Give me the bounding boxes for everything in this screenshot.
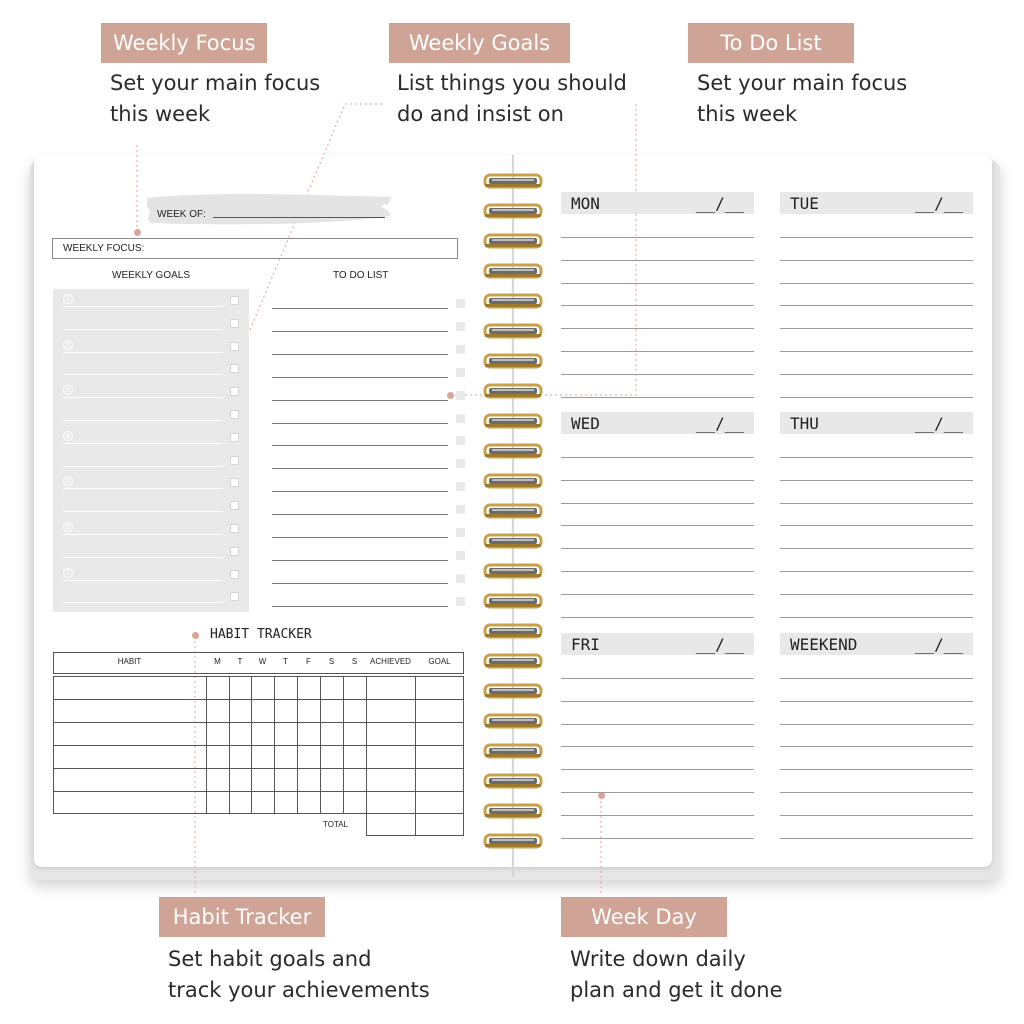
day-name: WEEKEND <box>790 635 858 654</box>
spiral-ring <box>483 532 543 550</box>
day-header-wed <box>561 412 754 434</box>
day-write-line <box>561 374 754 375</box>
habit-tracker-desc-line1: Set habit goals and <box>168 947 372 971</box>
goal-checkbox[interactable] <box>230 296 239 305</box>
day-write-line <box>561 724 754 725</box>
todo-checkbox[interactable] <box>456 551 465 560</box>
todo-checkbox[interactable] <box>456 459 465 468</box>
goal-number: 2 <box>63 340 73 350</box>
habit-total-divider <box>415 814 416 836</box>
habit-column-line <box>206 676 207 814</box>
goal-line <box>63 602 223 603</box>
day-write-line <box>561 701 754 702</box>
day-write-line <box>780 283 973 284</box>
day-date-placeholder: __/__ <box>695 194 744 213</box>
goal-line <box>63 352 223 353</box>
todo-line <box>272 491 448 492</box>
day-write-line <box>780 351 973 352</box>
todo-line <box>272 377 448 378</box>
weekly-focus-tag: Weekly Focus <box>101 23 267 63</box>
goal-line <box>63 374 223 375</box>
day-write-line <box>780 746 973 747</box>
day-write-line <box>780 328 973 329</box>
goal-number: 6 <box>63 522 73 532</box>
spiral-ring <box>483 682 543 700</box>
day-header-mon <box>561 192 754 214</box>
day-write-line <box>780 701 973 702</box>
day-write-line <box>780 594 973 595</box>
goal-number: 1 <box>63 294 73 304</box>
goal-checkbox[interactable] <box>230 501 239 510</box>
day-date-placeholder: __/__ <box>914 194 963 213</box>
weekly-focus-pointer-dot <box>134 229 141 236</box>
goal-checkbox[interactable] <box>230 410 239 419</box>
day-header-tue <box>780 192 973 214</box>
day-write-line <box>780 305 973 306</box>
goal-number: 5 <box>63 476 73 486</box>
todo-checkbox[interactable] <box>456 414 465 423</box>
day-write-line <box>561 397 754 398</box>
goal-checkbox[interactable] <box>230 364 239 373</box>
habit-column-line <box>320 676 321 814</box>
habit-row-line <box>53 722 464 723</box>
day-name: THU <box>790 414 819 433</box>
todo-line <box>272 308 448 309</box>
spiral-ring <box>483 592 543 610</box>
to-do-list-pointer-dot <box>447 392 454 399</box>
weekly-goals-desc-line1: List things you should <box>397 71 627 95</box>
spiral-ring <box>483 262 543 280</box>
day-write-line <box>561 283 754 284</box>
day-write-line <box>561 237 754 238</box>
weekly-goals-desc-line2: do and insist on <box>397 102 564 126</box>
weekly-goals-panel <box>53 289 249 612</box>
todo-line <box>272 354 448 355</box>
day-write-line <box>561 260 754 261</box>
habit-column-line <box>415 676 416 814</box>
goal-checkbox[interactable] <box>230 592 239 601</box>
day-header-weekend <box>780 633 973 655</box>
todo-line <box>272 468 448 469</box>
spiral-ring <box>483 772 543 790</box>
day-write-line <box>780 548 973 549</box>
todo-checkbox[interactable] <box>456 482 465 491</box>
day-write-line <box>780 374 973 375</box>
weekly-focus-desc-line1: Set your main focus <box>110 71 321 95</box>
day-write-line <box>561 457 754 458</box>
todo-line <box>272 560 448 561</box>
day-write-line <box>561 351 754 352</box>
day-name: TUE <box>790 194 819 213</box>
habit-tracker-tag: Habit Tracker <box>159 897 325 937</box>
todo-checkbox[interactable] <box>456 528 465 537</box>
goal-line <box>63 466 223 467</box>
todo-checkbox[interactable] <box>456 299 465 308</box>
habit-tracker-desc-line2: track your achievements <box>168 978 430 1002</box>
goal-line <box>63 397 223 398</box>
day-write-line <box>780 792 973 793</box>
todo-checkbox[interactable] <box>456 505 465 514</box>
weekly-focus-label: WEEKLY FOCUS: <box>63 243 145 254</box>
spiral-ring <box>483 202 543 220</box>
todo-checkbox[interactable] <box>456 574 465 583</box>
day-name: WED <box>571 414 600 433</box>
goal-number: 3 <box>63 385 73 395</box>
goal-line <box>63 511 223 512</box>
goal-checkbox[interactable] <box>230 319 239 328</box>
to-do-list-tag: To Do List <box>688 23 854 63</box>
goal-checkbox[interactable] <box>230 456 239 465</box>
habit-row-line <box>53 791 464 792</box>
todo-line <box>272 606 448 607</box>
day-write-line <box>780 678 973 679</box>
spiral-ring <box>483 322 543 340</box>
day-write-line <box>780 260 973 261</box>
todo-checkbox[interactable] <box>456 391 465 400</box>
todo-line <box>272 537 448 538</box>
habit-column-line <box>251 676 252 814</box>
week-day-tag: Week Day <box>561 897 727 937</box>
day-write-line <box>561 815 754 816</box>
habit-column-header: ACHIEVED <box>370 657 411 666</box>
day-write-line <box>561 503 754 504</box>
day-write-line <box>561 746 754 747</box>
spiral-ring <box>483 622 543 640</box>
day-write-line <box>561 769 754 770</box>
to-do-list-desc-line2: this week <box>697 102 798 126</box>
day-write-line <box>780 617 973 618</box>
goal-checkbox[interactable] <box>230 570 239 579</box>
goal-checkbox[interactable] <box>230 524 239 533</box>
goal-line <box>63 488 223 489</box>
goal-checkbox[interactable] <box>230 342 239 351</box>
habit-tracker-pointer-dot <box>192 632 199 639</box>
todo-checkbox[interactable] <box>456 345 465 354</box>
todo-line <box>272 583 448 584</box>
weekly-focus-desc-line2: this week <box>110 102 211 126</box>
goal-line <box>63 329 223 330</box>
habit-row-line <box>53 699 464 700</box>
week-day-desc-line2: plan and get it done <box>570 978 783 1002</box>
week-of-label: WEEK OF: <box>157 209 206 220</box>
todo-line <box>272 514 448 515</box>
day-write-line <box>561 838 754 839</box>
day-write-line <box>561 328 754 329</box>
day-date-placeholder: __/__ <box>695 414 744 433</box>
habit-column-header: F <box>306 657 311 666</box>
spiral-ring <box>483 232 543 250</box>
day-write-line <box>780 480 973 481</box>
goal-line <box>63 306 223 307</box>
habit-column-header: S <box>328 657 335 666</box>
day-write-line <box>780 503 973 504</box>
goal-line <box>63 443 223 444</box>
habit-row-line <box>53 768 464 769</box>
habit-column-header: GOAL <box>428 657 451 666</box>
day-date-placeholder: __/__ <box>695 635 744 654</box>
todo-line <box>272 423 448 424</box>
day-write-line <box>561 678 754 679</box>
weekly-goals-header: WEEKLY GOALS <box>112 270 190 281</box>
habit-column-line <box>343 676 344 814</box>
day-write-line <box>561 525 754 526</box>
goal-line <box>63 534 223 535</box>
habit-column-line <box>297 676 298 814</box>
to-do-list-desc-line1: Set your main focus <box>697 71 908 95</box>
week-day-pointer-dot <box>598 792 605 799</box>
habit-column-header: M <box>214 657 221 666</box>
spiral-ring <box>483 472 543 490</box>
spiral-ring <box>483 502 543 520</box>
habit-column-header: HABIT <box>117 657 142 666</box>
goal-line <box>63 580 223 581</box>
day-write-line <box>780 815 973 816</box>
spiral-ring <box>483 742 543 760</box>
goal-number: 7 <box>63 568 73 578</box>
todo-line <box>272 445 448 446</box>
todo-checkbox[interactable] <box>456 597 465 606</box>
spiral-ring <box>483 832 543 850</box>
goal-checkbox[interactable] <box>230 433 239 442</box>
habit-column-header: S <box>351 657 358 666</box>
day-write-line <box>780 724 973 725</box>
day-header-fri <box>561 633 754 655</box>
habit-column-header: T <box>237 657 243 666</box>
habit-column-line <box>366 676 367 814</box>
todo-checkbox[interactable] <box>456 436 465 445</box>
day-write-line <box>561 617 754 618</box>
habit-row-line <box>53 745 464 746</box>
spiral-ring <box>483 442 543 460</box>
day-write-line <box>561 571 754 572</box>
todo-line <box>272 331 448 332</box>
habit-column-header: W <box>258 657 267 666</box>
day-name: FRI <box>571 635 600 654</box>
todo-line <box>272 400 448 401</box>
day-write-line <box>780 838 973 839</box>
day-write-line <box>561 792 754 793</box>
spiral-ring <box>483 352 543 370</box>
goal-number: 4 <box>63 431 73 441</box>
day-write-line <box>780 237 973 238</box>
day-write-line <box>561 480 754 481</box>
goal-line <box>63 557 223 558</box>
spiral-ring <box>483 382 543 400</box>
goal-checkbox[interactable] <box>230 387 239 396</box>
spiral-ring <box>483 712 543 730</box>
spiral-ring <box>483 652 543 670</box>
day-write-line <box>780 525 973 526</box>
day-date-placeholder: __/__ <box>914 414 963 433</box>
spiral-ring <box>483 562 543 580</box>
habit-tracker-table <box>53 652 464 834</box>
habit-column-line <box>229 676 230 814</box>
day-write-line <box>780 457 973 458</box>
week-of-underline <box>213 217 385 218</box>
habit-total-label: TOTAL <box>323 820 349 829</box>
weekly-goals-tag: Weekly Goals <box>389 23 570 63</box>
todo-checkbox[interactable] <box>456 322 465 331</box>
day-header-thu <box>780 412 973 434</box>
habit-tracker-title: HABIT TRACKER <box>210 627 312 642</box>
goal-checkbox[interactable] <box>230 547 239 556</box>
day-write-line <box>561 305 754 306</box>
week-day-desc-line1: Write down daily <box>570 947 746 971</box>
todo-checkbox[interactable] <box>456 368 465 377</box>
day-write-line <box>780 397 973 398</box>
spiral-ring <box>483 412 543 430</box>
spiral-ring <box>483 292 543 310</box>
day-write-line <box>780 571 973 572</box>
day-name: MON <box>571 194 600 213</box>
to-do-list-header: TO DO LIST <box>333 270 389 281</box>
habit-column-line <box>274 676 275 814</box>
spiral-ring <box>483 802 543 820</box>
day-write-line <box>780 769 973 770</box>
goal-checkbox[interactable] <box>230 478 239 487</box>
day-write-line <box>561 594 754 595</box>
habit-column-header: T <box>283 657 288 666</box>
day-write-line <box>561 548 754 549</box>
goal-line <box>63 420 223 421</box>
day-date-placeholder: __/__ <box>914 635 963 654</box>
spiral-ring <box>483 172 543 190</box>
